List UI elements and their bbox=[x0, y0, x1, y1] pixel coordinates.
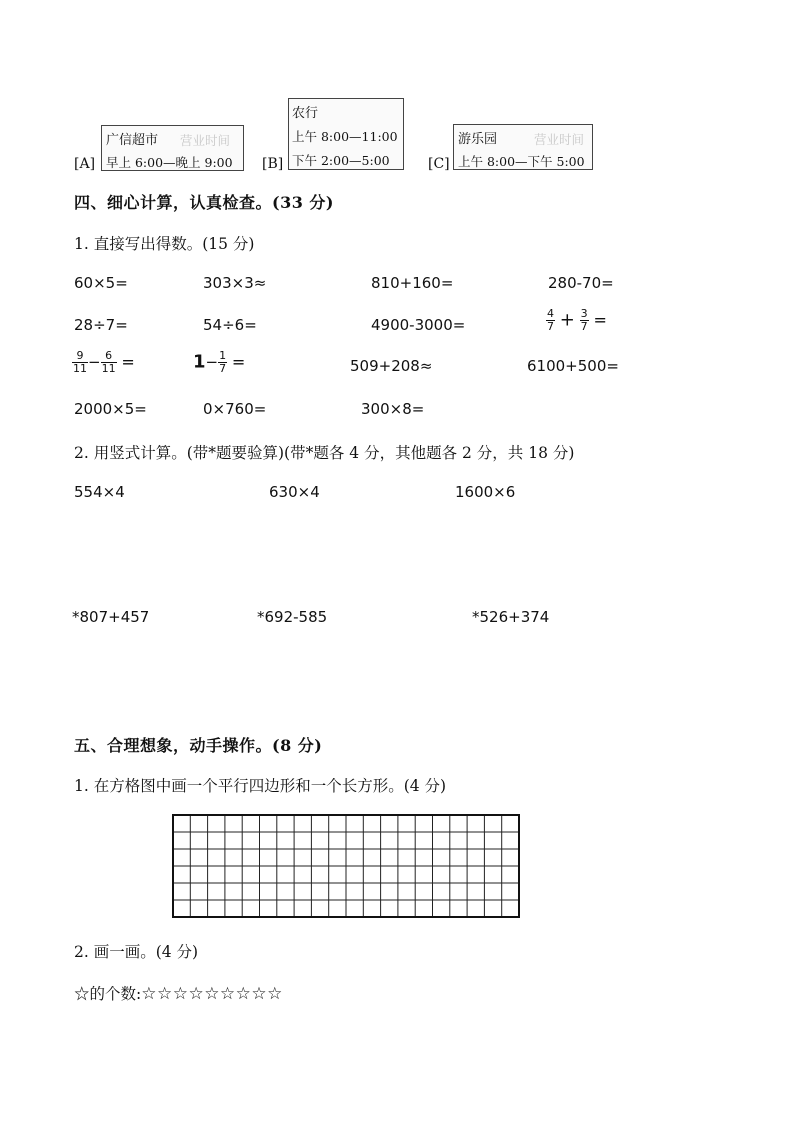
denominator: 11 bbox=[73, 361, 87, 375]
operator: + bbox=[559, 309, 575, 331]
denominator: 11 bbox=[101, 361, 116, 375]
equals: = bbox=[593, 310, 607, 330]
calc-item: 4900-3000= bbox=[371, 316, 466, 334]
sign-faint-text: 营业时间 bbox=[534, 132, 585, 147]
denominator: 7 bbox=[580, 319, 588, 333]
calc-item: 509+208≈ bbox=[350, 357, 433, 375]
square-grid[interactable] bbox=[172, 814, 520, 918]
calc-item: 6100+500= bbox=[527, 357, 619, 375]
supermarket-sign bbox=[101, 125, 244, 171]
calc-item: 54÷6= bbox=[203, 316, 257, 334]
fraction-expression bbox=[193, 350, 245, 374]
sign-title: 农行 bbox=[292, 106, 319, 121]
vertical-calc-item: 630×4 bbox=[269, 483, 320, 501]
section5-q2: 2. 画一画。(4 分) bbox=[74, 943, 199, 961]
calc-item: 2000×5= bbox=[74, 400, 147, 418]
calc-item: 60×5= bbox=[74, 274, 128, 292]
operator: − bbox=[88, 353, 101, 372]
section4-q2: 2. 用竖式计算。(带*题要验算)(带*题各 4 分，其他题各 2 分，共 18 分) bbox=[74, 444, 575, 462]
vertical-calc-item: *692-585 bbox=[257, 608, 328, 626]
section5-title: 五、合理想象，动手操作。(8 分) bbox=[74, 736, 323, 755]
calc-item: 300×8= bbox=[361, 400, 425, 418]
numerator: 4 bbox=[547, 307, 554, 320]
vertical-calc-item: *526+374 bbox=[472, 608, 550, 626]
sign-title: 广信超市 bbox=[106, 133, 159, 148]
calc-item: 28÷7= bbox=[74, 316, 128, 334]
calc-item: 810+160= bbox=[371, 274, 454, 292]
option-c-label: [C] bbox=[428, 156, 450, 172]
section4-title: 四、细心计算，认真检查。(33 分) bbox=[74, 193, 334, 212]
sign-hours: 早上 6:00—晚上 9:00 bbox=[106, 155, 233, 170]
park-sign bbox=[453, 124, 593, 170]
sign-afternoon-hours: 下午 2:00—5:00 bbox=[292, 153, 390, 168]
section4-q1: 1. 直接写出得数。(15 分) bbox=[74, 235, 255, 253]
operator: − bbox=[205, 353, 219, 372]
vertical-calc-item: 554×4 bbox=[74, 483, 125, 501]
stars-label: ☆的个数: bbox=[74, 985, 142, 1003]
calc-item: 280-70= bbox=[548, 274, 614, 292]
equals: = bbox=[231, 352, 246, 372]
equals: = bbox=[121, 352, 135, 372]
numerator: 3 bbox=[580, 307, 588, 320]
vertical-calc-item: *807+457 bbox=[72, 608, 150, 626]
sign-morning-hours: 上午 8:00—11:00 bbox=[292, 129, 398, 144]
fraction-expression bbox=[546, 308, 607, 332]
vertical-calc-item: 1600×6 bbox=[455, 483, 516, 501]
calc-item: 0×760= bbox=[203, 400, 267, 418]
sign-faint-text: 营业时间 bbox=[180, 133, 231, 148]
section5-q1: 1. 在方格图中画一个平行四边形和一个长方形。(4 分) bbox=[74, 777, 447, 795]
option-b-label: [B] bbox=[262, 156, 284, 172]
denominator: 7 bbox=[219, 361, 227, 375]
star-icon-row: ☆☆☆☆☆☆☆☆☆ bbox=[141, 984, 283, 1004]
numerator: 9 bbox=[72, 350, 88, 363]
denominator: 7 bbox=[547, 319, 554, 333]
whole-number: 1 bbox=[193, 351, 206, 373]
fraction-expression bbox=[72, 350, 135, 374]
stars-row bbox=[74, 982, 283, 1004]
sign-title: 游乐园 bbox=[458, 132, 498, 147]
sign-hours: 上午 8:00—下午 5:00 bbox=[458, 154, 585, 169]
numerator: 1 bbox=[219, 349, 227, 362]
bank-sign bbox=[288, 98, 404, 170]
option-a-label: [A] bbox=[74, 156, 96, 172]
calc-item: 303×3≈ bbox=[203, 274, 267, 292]
numerator: 6 bbox=[101, 350, 117, 363]
